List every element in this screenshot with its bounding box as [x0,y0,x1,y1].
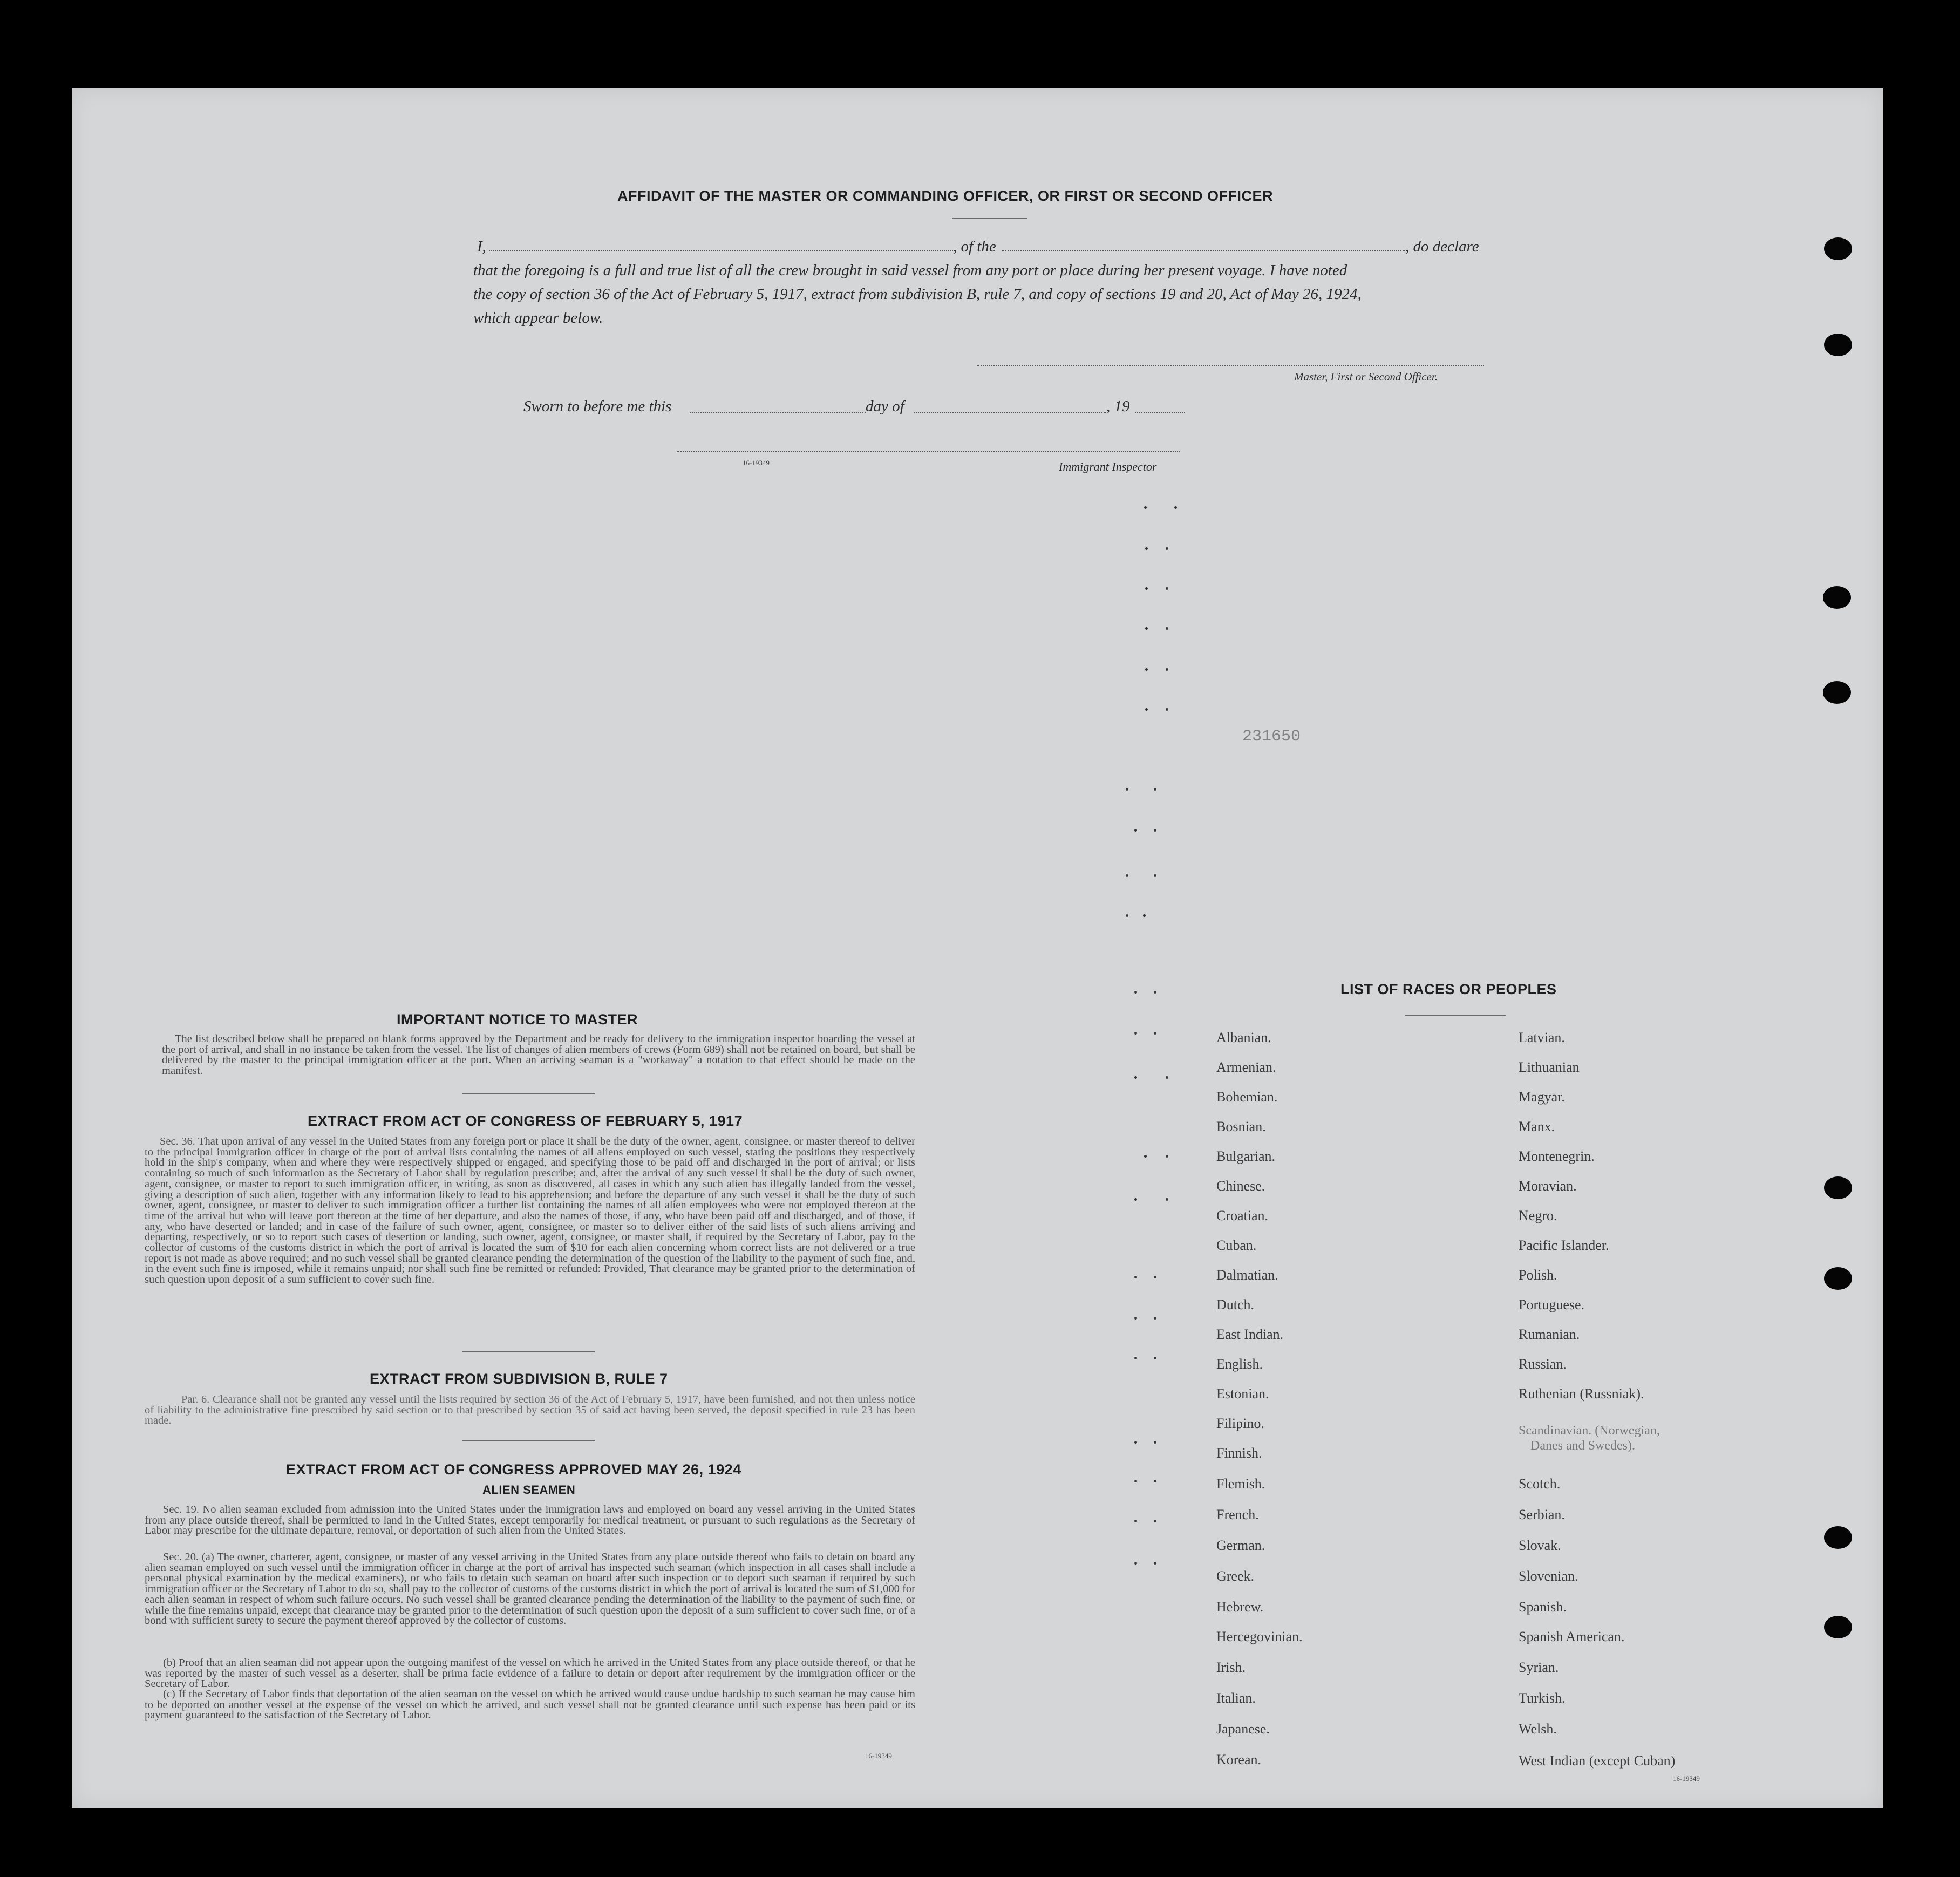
notice-text: The list described below shall be prepared on blank forms approved by the Department and be ready for delivery to the immigration inspector boarding the vessel at the port of arrival, and shall in no instance be taken from the vessel. The list of changes of alien members of crews (Form 689) shall not be retained on board, but shall be delivered by the master to the principal immigration officer at the port. When an arriving seaman is a "workaway" a notation to that effect should be made on the manifest. [162,1033,915,1077]
race-item: Danes and Swedes). [1530,1439,1635,1453]
race-item: Magyar. [1519,1089,1565,1105]
extract-1917-text: Sec. 36. That upon arrival of any vessel in the United States from any foreign port or place it shall be the duty of the owner, agent, consignee, or master thereof to deliver to the principal immigration officer in charge of the port of arrival lists containing the names of all aliens employed on such vessel, stating the positions they respectively hold in the ship's company, when and where they were respectively shipped or engaged, and specifying those to be paid off and discharged in the port of arrival; or lists containing so much of such information as the Secretary of Labor shall by regulation prescribe; and, after the arrival of any such vessel it shall be the duty of such owner, agent, consignee, or master to report to such immigration officer, in writing, as soon as discovered, all cases in which any such alien has illegally landed from the vessel, giving a description of such alien, together with any information likely to lead to his apprehension; and before the departure of any such vessel it shall be the duty of such owner, agent, consignee, or master to deliver to such immigration officer a further list containing the names of all alien employees who were not employed thereon at the time of the arrival but who will leave port thereon at the time of her departure, and also the names of those, if any, who have been paid off and discharged, and of those, if any, who have deserted or landed; and in case of the failure of such owner, agent, consignee, or master so to deliver either of the said lists of such aliens arriving and departing, respectively, or so to report such cases of desertion or landing, such owner, agent, consignee, or master shall, if required by the Secretary of Labor, pay to the collector of customs of the customs district in which the port of arrival is located the sum of $10 for each alien concerning whom correct lists are not delivered or a true report is not made as above required; and no such vessel shall be granted clearance pending the determination of the question of the liability to the payment of such fine, and, in the event such fine is imposed, while it remains unpaid; nor shall such fine be remitted or refunded: Provided, That clearance may be granted prior to the determination of such question upon deposit of a sum sufficient to cover such fine. [145,1135,915,1286]
binder-hole [1823,586,1851,609]
sworn-label: Sworn to before me this [523,398,672,415]
race-item: Armenian. [1216,1059,1276,1075]
binder-hole [1824,1176,1852,1199]
race-item: East Indian. [1216,1327,1284,1342]
races-form-number: 16-19349 [1673,1774,1700,1783]
extract-1924-title: EXTRACT FROM ACT OF CONGRESS APPROVED MAY 26, 1924 [286,1461,741,1478]
race-item: Serbian. [1519,1507,1565,1522]
alien-seamen-subtitle: ALIEN SEAMEN [482,1483,576,1497]
rule7-text: Par. 6. Clearance shall not be granted any vessel until the lists required by section 36 of the Act of February 5, 1917, have been furnished, and not then unless notice of liability to the administrative fine prescribed by said section or to that prescribed by section 35 of said act having been served, the deposit specified in rule 23 has been made. [145,1393,915,1427]
race-item: Japanese. [1216,1721,1270,1737]
race-item: Irish. [1216,1660,1246,1675]
races-title: LIST OF RACES OR PEOPLES [1340,981,1557,997]
affidavit-of-the: , of the [953,238,996,255]
race-item: English. [1216,1356,1263,1372]
section-rule [462,1351,595,1352]
races-title-rule [1405,1015,1506,1016]
race-item: Finnish. [1216,1445,1262,1461]
master-name-field[interactable] [489,250,953,251]
race-item: Spanish. [1519,1599,1567,1615]
affidavit-title: AFFIDAVIT OF THE MASTER OR COMMANDING OFFICER, OR FIRST OR SECOND OFFICER [617,188,1273,204]
race-item: Moravian. [1519,1178,1577,1194]
inspector-signature-field[interactable] [677,451,1180,452]
race-item: Italian. [1216,1690,1256,1706]
race-item: Turkish. [1519,1690,1566,1706]
binder-hole [1824,237,1852,260]
race-item: Lithuanian [1519,1059,1580,1075]
affidavit-line-2: the copy of section 36 of the Act of February 5, 1917, extract from subdivision B, rule 7, and copy of sections 19 and 20, Act of May 26, 1924, [473,285,1362,303]
race-item: Croatian. [1216,1208,1269,1223]
race-item: Bosnian. [1216,1119,1266,1134]
race-item: Flemish. [1216,1476,1265,1492]
binder-hole [1823,681,1851,704]
race-item: Korean. [1216,1752,1262,1767]
affidavit-prefix: I, [477,238,486,255]
binder-hole [1824,1526,1852,1549]
race-item: Bulgarian. [1216,1148,1276,1164]
sec20a-text: Sec. 20. (a) The owner, charterer, agent, consignee, or master of any vessel arriving in the United States from any place outside thereof who fails to detain on board any alien seaman employed on such vessel until the immigration officer in charge at the port of arrival has inspected such seaman (which inspection in all cases shall include a personal physical examination by the medical examiners), or who fails to detain such seaman on board after such inspection or to deport such seaman if required by such immigration officer or the Secretary of Labor to do so, shall pay to the collector of customs of the customs district in which the port of arrival is located the sum of $1,000 for each alien seaman in respect of whom such failure occurs. No such vessel shall be granted clearance pending the determination of the liability to the payment of such fine, or while the fine remains unpaid, except that clearance may be granted prior to the determination of such question upon the deposit of a sum sufficient to cover such fine, or of a bond with sufficient surety to secure the payment thereof approved by the collector of customs. [145,1551,915,1627]
race-item: Russian. [1519,1356,1567,1372]
race-item: Pacific Islander. [1519,1237,1609,1253]
race-item: Slovak. [1519,1538,1561,1553]
race-item: Dalmatian. [1216,1267,1278,1283]
race-item: Latvian. [1519,1030,1565,1045]
document-page [72,88,1883,1808]
inspector-label: Immigrant Inspector [1059,460,1157,473]
race-item: Scotch. [1519,1476,1561,1492]
race-item: Scandinavian. (Norwegian, [1519,1424,1660,1438]
extract-1917-title: EXTRACT FROM ACT OF CONGRESS OF FEBRUARY 5, 1917 [308,1113,743,1129]
extract-form-number: 16-19349 [865,1752,892,1760]
master-signature-label: Master, First or Second Officer. [1294,370,1438,383]
race-item: Slovenian. [1519,1568,1578,1584]
race-item: Syrian. [1519,1660,1559,1675]
race-item: Filipino. [1216,1416,1264,1431]
race-item: Montenegrin. [1519,1148,1595,1164]
binder-hole [1824,1616,1852,1638]
sec20b-text: (b) Proof that an alien seaman did not appear upon the outgoing manifest of the vessel on which he arrived in the United States from any place outside thereof, or that he was reported by the master of such vessel as a deserter, shall be prima facie evidence of a failure to detain or deport after requirement by the immigration officer or the Secretary of Labor. [145,1657,915,1690]
binder-hole [1824,1267,1852,1290]
sworn-day-field[interactable] [690,412,866,413]
race-item: Manx. [1519,1119,1555,1134]
race-item: Dutch. [1216,1297,1255,1312]
race-item: Hercegovinian. [1216,1629,1303,1644]
rule7-title: EXTRACT FROM SUBDIVISION B, RULE 7 [370,1371,668,1387]
race-item: Negro. [1519,1208,1557,1223]
binder-hole [1824,334,1852,356]
title-rule [952,218,1027,219]
section-rule [462,1440,595,1441]
day-of-label: day of [866,398,904,415]
vessel-name-field[interactable] [1002,250,1405,251]
race-item: Albanian. [1216,1030,1271,1045]
master-signature-field[interactable] [977,365,1484,366]
race-item: Portuguese. [1519,1297,1585,1312]
affidavit-declare: , do declare [1405,238,1479,255]
stamped-number: 231650 [1242,727,1301,746]
sec19-text: Sec. 19. No alien seaman excluded from admission into the United States under the immigration laws and employed on board any vessel arriving in the United States from any place outside thereof, shall be permitted to land in the United States, except temporarily for medical treatment, or pursuant to such regulations as the Secretary of Labor may prescribe for the ultimate departure, removal, or deportation of such alien from the United States. [145,1504,915,1537]
notice-title: IMPORTANT NOTICE TO MASTER [397,1011,638,1028]
race-item: West Indian (except Cuban) [1519,1753,1676,1769]
race-item: Cuban. [1216,1237,1257,1253]
race-item: Bohemian. [1216,1089,1278,1105]
sworn-month-field[interactable] [914,412,1106,413]
race-item: Greek. [1216,1568,1255,1584]
race-item: Spanish American. [1519,1629,1625,1644]
race-item: Estonian. [1216,1386,1269,1402]
race-item: Polish. [1519,1267,1557,1283]
race-item: German. [1216,1538,1265,1553]
section-rule [462,1093,595,1094]
race-item: Rumanian. [1519,1327,1580,1342]
race-item: French. [1216,1507,1259,1522]
race-item: Ruthenian (Russniak). [1519,1386,1644,1402]
affidavit-line-1: that the foregoing is a full and true list of all the crew brought in said vessel from any port or place during her present voyage. I have noted [473,262,1348,279]
affidavit-form-number: 16-19349 [743,459,770,467]
race-item: Welsh. [1519,1721,1557,1737]
sworn-year-field[interactable] [1135,412,1185,413]
affidavit-line-3: which appear below. [473,309,603,327]
year-label: , 19 [1106,398,1130,415]
race-item: Chinese. [1216,1178,1265,1194]
race-item: Hebrew. [1216,1599,1264,1615]
sec20c-text: (c) If the Secretary of Labor finds that deportation of the alien seaman on the vessel on which he arrived would cause undue hardship to such seaman he may cause him to be deported on another vessel at the expense of the vessel on which he arrived, and such vessel shall not be granted clearance until such expense has been paid or its payment guaranteed to the satisfaction of the Secretary of Labor. [145,1688,915,1722]
